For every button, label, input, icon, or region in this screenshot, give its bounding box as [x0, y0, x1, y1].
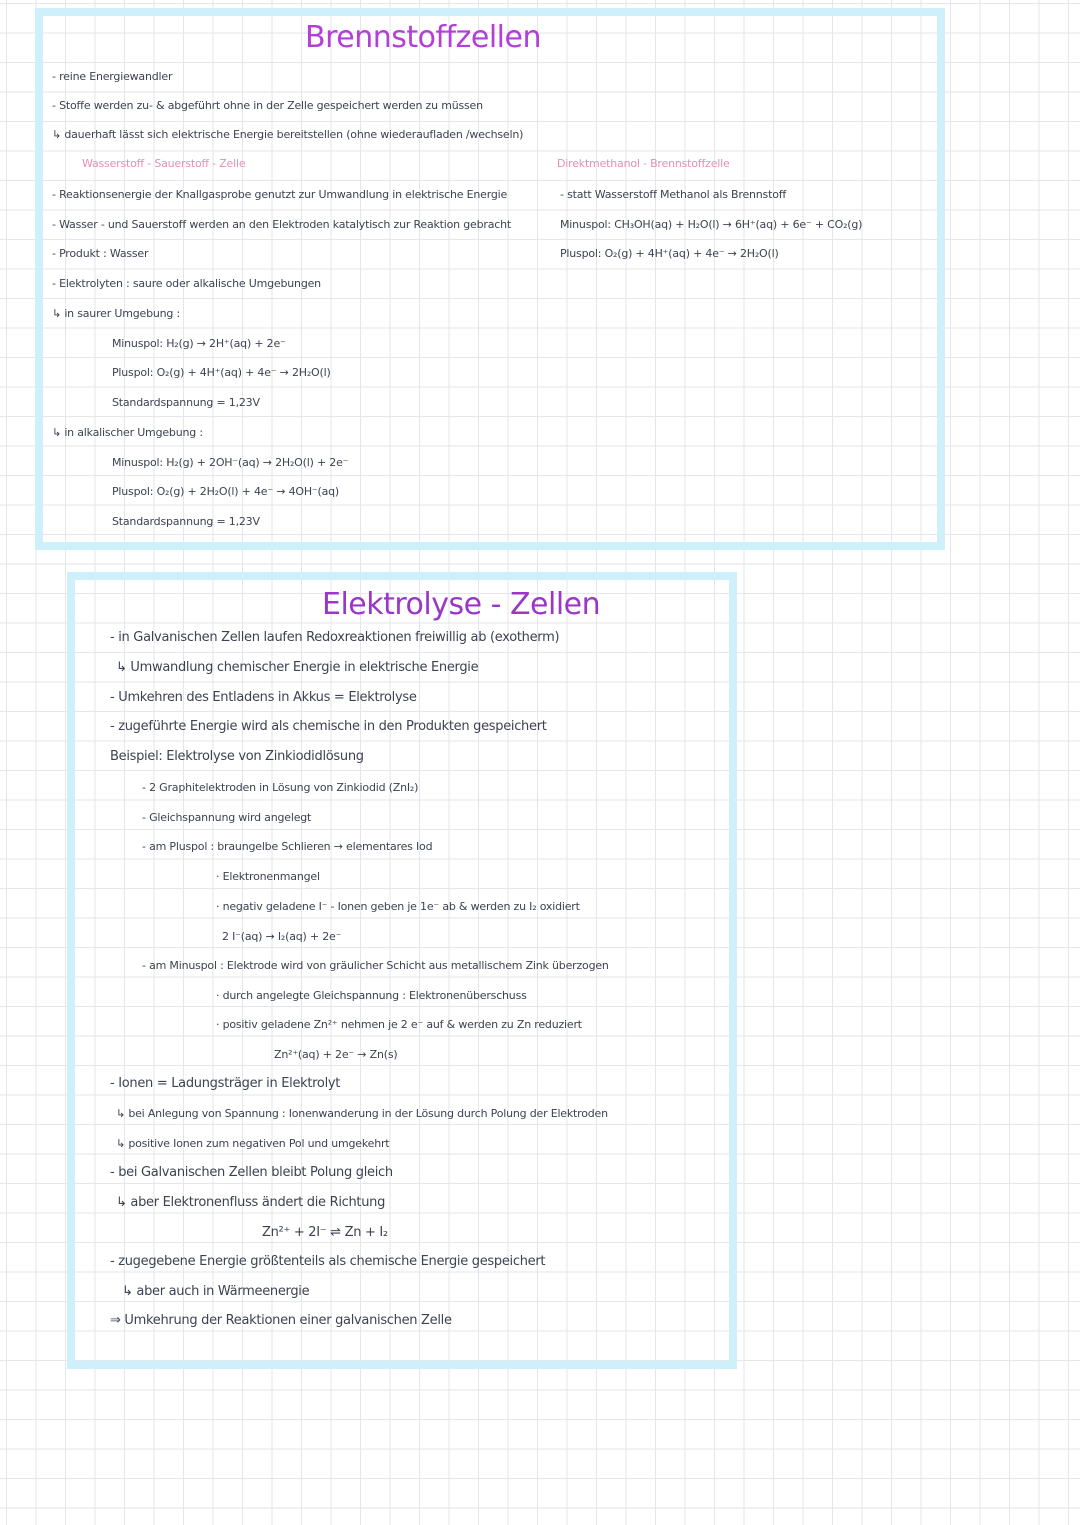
example-step: - am Pluspol : braungelbe Schlieren → elementares Iod — [142, 840, 433, 853]
cathode-step: - am Minuspol : Elektrode wird von gräulicher Schicht aus metallischem Zink überzogen — [142, 959, 609, 972]
methanol-line: - statt Wasserstoff Methanol als Brennstoff — [560, 188, 787, 201]
intro-line: - Stoffe werden zu- & abgeführt ohne in der Zelle gespeichert werden zu müssen — [52, 99, 483, 112]
alkaline-equation: Pluspol: O₂(g) + 2H₂O(l) + 4e⁻ → 4OH⁻(aq) — [112, 485, 340, 498]
electrolysis-line: - in Galvanischen Zellen laufen Redoxreaktionen freiwillig ab (exotherm) — [110, 630, 560, 645]
anode-equation: 2 I⁻(aq) → I₂(aq) + 2e⁻ — [222, 930, 342, 943]
acid-equation: Standardspannung = 1,23V — [112, 396, 260, 409]
electrolysis-line: ↳ Umwandlung chemischer Energie in elektrische Energie — [116, 660, 479, 675]
example-step: - 2 Graphitelektroden in Lösung von Zinkiodid (ZnI₂) — [142, 781, 419, 794]
acid-equation: Minuspol: H₂(g) → 2H⁺(aq) + 2e⁻ — [112, 337, 286, 350]
electrolysis-line: ↳ positive Ionen zum negativen Pol und umgekehrt — [116, 1137, 390, 1150]
electrolysis-line: - Umkehren des Entladens in Akkus = Elektrolyse — [110, 690, 417, 705]
example-step: - Gleichspannung wird angelegt — [142, 811, 312, 824]
electrolysis-line: ↳ bei Anlegung von Spannung : Ionenwanderung in der Lösung durch Polung der Elektroden — [116, 1107, 608, 1120]
anode-detail: · negativ geladene I⁻ - Ionen geben je 1e⁻ ab & werden zu I₂ oxidiert — [216, 900, 580, 913]
alkaline-heading: ↳ in alkalischer Umgebung : — [52, 426, 203, 439]
hydrogen-cell-line: - Wasser - und Sauerstoff werden an den Elektroden katalytisch zur Reaktion gebracht — [52, 218, 511, 231]
alkaline-equation: Minuspol: H₂(g) + 2OH⁻(aq) → 2H₂O(l) + 2e⁻ — [112, 456, 349, 469]
overall-equation: Zn²⁺ + 2I⁻ ⇌ Zn + I₂ — [262, 1225, 388, 1240]
cathode-detail: · durch angelegte Gleichspannung : Elektronenüberschuss — [216, 989, 527, 1002]
hydrogen-cell-line: - Elektrolyten : saure oder alkalische Umgebungen — [52, 277, 321, 290]
electrolysis-line: - Ionen = Ladungsträger in Elektrolyt — [110, 1076, 341, 1091]
intro-line: ↳ dauerhaft lässt sich elektrische Energie bereitstellen (ohne wiederaufladen /wechseln) — [52, 128, 524, 141]
acid-equation: Pluspol: O₂(g) + 4H⁺(aq) + 4e⁻ → 2H₂O(l) — [112, 366, 331, 379]
electrolysis-line: ↳ aber auch in Wärmeenergie — [122, 1284, 310, 1299]
anode-detail: · Elektronenmangel — [216, 870, 320, 883]
electrolysis-line: ↳ aber Elektronenfluss ändert die Richtung — [116, 1195, 386, 1210]
intro-line: - reine Energiewandler — [52, 70, 173, 83]
conclusion-line: ⇒ Umkehrung der Reaktionen einer galvanischen Zelle — [110, 1313, 452, 1328]
hydrogen-cell-line: - Produkt : Wasser — [52, 247, 149, 260]
electrolysis-line: - zugeführte Energie wird als chemische in den Produkten gespeichert — [110, 719, 547, 734]
electrolysis-line: - zugegebene Energie größtenteils als chemische Energie gespeichert — [110, 1254, 546, 1269]
fuel-cell-title: Brennstoffzellen — [305, 20, 541, 55]
cathode-detail: · positiv geladene Zn²⁺ nehmen je 2 e⁻ auf & werden zu Zn reduziert — [216, 1018, 582, 1031]
cathode-equation: Zn²⁺(aq) + 2e⁻ → Zn(s) — [274, 1048, 398, 1061]
methanol-equation: Minuspol: CH₃OH(aq) + H₂O(l) → 6H⁺(aq) + 6e⁻ + CO₂(g) — [560, 218, 863, 231]
hydrogen-cell-line: - Reaktionsenergie der Knallgasprobe genutzt zur Umwandlung in elektrische Energie — [52, 188, 508, 201]
methanol-equation: Pluspol: O₂(g) + 4H⁺(aq) + 4e⁻ → 2H₂O(l) — [560, 247, 779, 260]
hydrogen-cell-line: ↳ in saurer Umgebung : — [52, 307, 180, 320]
methanol-cell-heading: Direktmethanol - Brennstoffzelle — [557, 157, 730, 170]
electrolysis-line: - bei Galvanischen Zellen bleibt Polung gleich — [110, 1165, 393, 1180]
alkaline-equation: Standardspannung = 1,23V — [112, 515, 260, 528]
hydrogen-cell-heading: Wasserstoff - Sauerstoff - Zelle — [82, 157, 246, 170]
example-heading: Beispiel: Elektrolyse von Zinkiodidlösung — [110, 749, 364, 764]
electrolysis-title: Elektrolyse - Zellen — [322, 587, 601, 622]
